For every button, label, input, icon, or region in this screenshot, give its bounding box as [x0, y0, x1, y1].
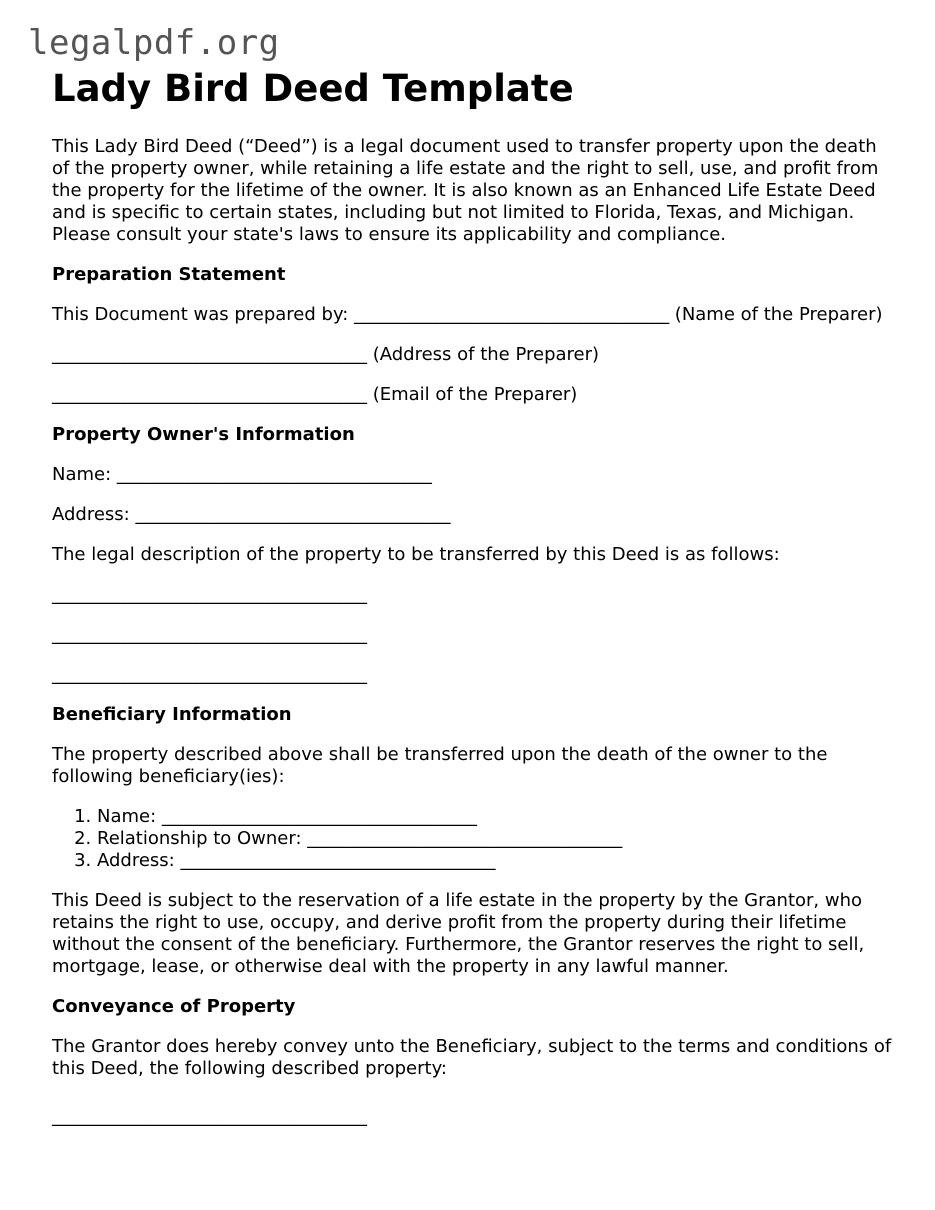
- watermark: legalpdf.org: [28, 23, 280, 63]
- legal-description-text: The legal description of the property to be transferred by this Deed is as follows:: [52, 544, 780, 565]
- conveyance-property-line: ___________________________________: [52, 1106, 367, 1127]
- preparer-email-field: ___________________________________ (Email of the Preparer): [52, 384, 578, 405]
- preparer-address-field: ___________________________________ (Address of the Preparer): [52, 344, 600, 365]
- beneficiary-statement: The property described above shall be transferred upon the death of the owner to the following beneficiary(ies):: [52, 744, 828, 787]
- life-estate-reservation: This Deed is subject to the reservation of a life estate in the property by the Grantor, who retains the right to use, occupy, and derive profit from the property during their lifetime without the consent of the beneficiary. Furthermore, the Grantor reserves the right to sell, mortgage, lease, or otherwise deal with the property in any lawful manner.: [52, 890, 865, 977]
- document-page: [52, 68, 892, 1128]
- intro-paragraph: This Lady Bird Deed (“Deed”) is a legal document used to transfer property upon the death of the property owner, while retaining a life estate and the right to sell, use, and profit from the property for the lifetime of the owner. It is also known as an Enhanced Life Estate Deed and is specific to certain states, including but not limited to Florida, Texas, and Michigan. Please consult your state's laws to ensure its applicability and compliance.: [52, 136, 879, 245]
- beneficiary-list: [52, 806, 892, 872]
- owner-address-field: Address: ___________________________________: [52, 504, 451, 525]
- owner-name-field: Name: ___________________________________: [52, 464, 432, 485]
- prepared-by-field: This Document was prepared by: ___________________________________ (Name of the Preparer): [52, 304, 883, 325]
- beneficiary-heading: Beneficiary Information: [52, 704, 292, 725]
- conveyance-statement: The Grantor does hereby convey unto the Beneficiary, subject to the terms and conditions of this Deed, the following described property:: [52, 1036, 892, 1079]
- owner-heading: Property Owner's Information: [52, 424, 355, 445]
- legal-description-line-1: ___________________________________: [52, 584, 367, 605]
- beneficiary-name-field: 1. Name: ___________________________________: [97, 806, 892, 828]
- page-title: Lady Bird Deed Template: [52, 67, 574, 110]
- legal-description-line-2: ___________________________________: [52, 624, 367, 645]
- conveyance-heading: Conveyance of Property: [52, 996, 296, 1017]
- preparation-heading: Preparation Statement: [52, 264, 286, 285]
- beneficiary-relationship-field: 2. Relationship to Owner: ___________________________________: [97, 828, 892, 850]
- beneficiary-address-field: 3. Address: ___________________________________: [97, 850, 892, 872]
- legal-description-line-3: ___________________________________: [52, 664, 367, 685]
